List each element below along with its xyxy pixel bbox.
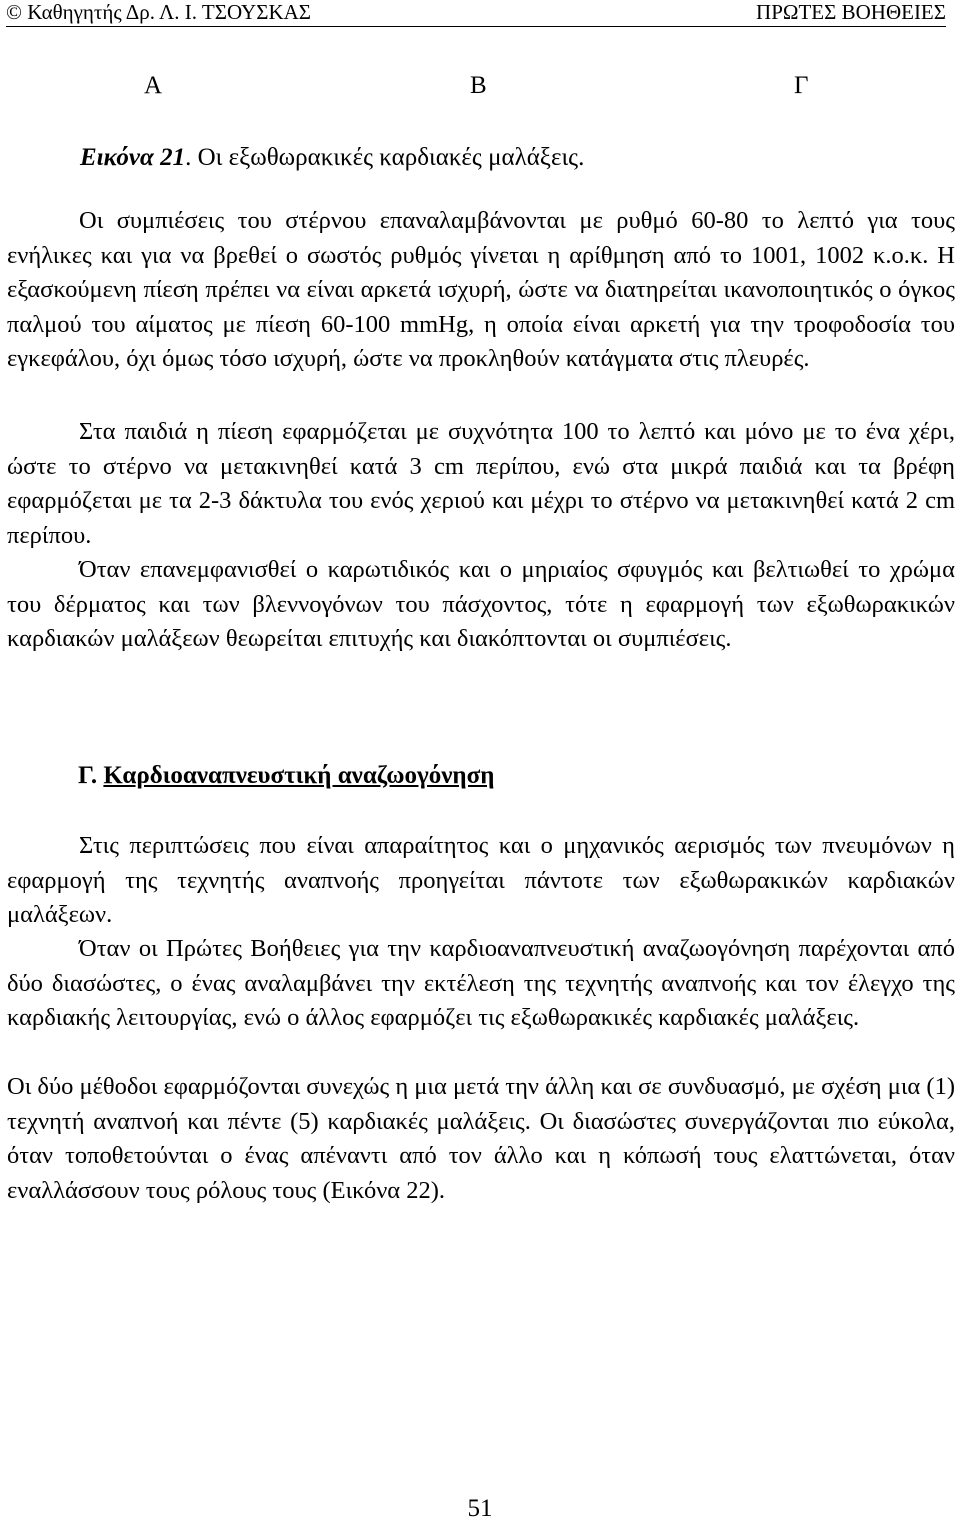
- page-number: 51: [467, 1495, 493, 1522]
- figure-caption-text: . Οι εξωθωρακικές καρδιακές μαλάξεις.: [185, 144, 585, 171]
- paragraph-block: [7, 932, 955, 1036]
- paragraph-block: [7, 829, 955, 933]
- paragraph: Στις περιπτώσεις που είναι απαραίτητος και ο μηχανικός αερισμός των πνευμόνων η εφαρμογή της τεχνητής αναπνοής προηγείται πάντοτε των εξωθωρακικών καρδιακών μαλάξεων.: [7, 832, 955, 929]
- section-number: Γ.: [78, 762, 98, 789]
- paragraph-block: [7, 1070, 955, 1208]
- figure-caption: [80, 142, 584, 174]
- paragraph: Οι συμπιέσεις του στέρνου επαναλαμβάνονται με ρυθμό 60-80 το λεπτό για τους ενήλικες και για να βρεθεί ο σωστός ρυθμός γίνεται η αρίθμηση από το 1001, 1002 κ.ο.κ. Η εξασκούμενη πίεση πρέπει να είναι αρκετά ισχυρή, ώστε να διατηρείται ικανοποιητικός ο όγκος παλμού του αίματος με πίεση 60-100 mmHg, η οποία είναι αρκετή για την τροφοδοσία του εγκεφάλου, όχι όμως τόσο ισχυρή, ώστε να προκληθούν κατάγματα στις πλευρές.: [7, 207, 955, 373]
- paragraph: Όταν οι Πρώτες Βοήθειες για την καρδιοαναπνευστική αναζωογόνηση παρέχονται από δύο διασώστες, ο ένας αναλαμβάνει την εκτέλεση της τεχνητής αναπνοής και τον έλεγχο της καρδιακής λειτουργίας, ενώ ο άλλος εφαρμόζει τις εξωθωρακικές καρδιακές μαλάξεις.: [7, 935, 955, 1032]
- page-header: [6, 0, 946, 27]
- paragraph-block: [7, 415, 955, 553]
- paragraph-block: [7, 204, 955, 377]
- figure-label-b: Β: [470, 72, 487, 99]
- paragraph: Οι δύο μέθοδοι εφαρμόζονται συνεχώς η μια μετά την άλλη και σε συνδυασμό, με σχέση μια (1) τεχνητή αναπνοή και πέντε (5) καρδιακές μαλάξεις. Οι διασώστες συνεργάζονται πιο εύκολα, όταν τοποθετούνται ο ένας απέναντι από τον άλλο και η κόπωσή τους ελαττώνεται, όταν εναλλάσσουν τους ρόλους τους (Εικόνα 22).: [7, 1073, 955, 1204]
- paragraph: Στα παιδιά η πίεση εφαρμόζεται με συχνότητα 100 το λεπτό και μόνο με το ένα χέρι, ώστε το στέρνο να μετακινηθεί κατά 3 cm περίπου, ενώ στα μικρά παιδιά και τα βρέφη εφαρμόζεται με τα 2-3 δάκτυλα του ενός χεριού και μέχρι το στέρνο να μετακινηθεί κατά 2 cm περίπου.: [7, 418, 955, 549]
- paragraph-block: [7, 553, 955, 657]
- header-author: © Καθηγητής Δρ. Λ. Ι. ΤΣΟΥΣΚΑΣ: [6, 0, 312, 24]
- figure-label-c: Γ: [794, 72, 809, 99]
- section-title: Καρδιοαναπνευστική αναζωογόνηση: [103, 762, 495, 789]
- section-heading: [78, 760, 494, 792]
- figure-labels: [0, 72, 960, 104]
- figure-caption-label: Εικόνα 21: [80, 144, 186, 171]
- paragraph: Όταν επανεμφανισθεί ο καρωτιδικός και ο μηριαίος σφυγμός και βελτιωθεί το χρώμα του δέρματος και των βλεννογόνων του πάσχοντος, τότε η εφαρμογή των εξωθωρακικών καρδιακών μαλάξεων θεωρείται επιτυχής και διακόπτονται οι συμπιέσεις.: [7, 556, 955, 653]
- header-title: ΠΡΩΤΕΣ ΒΟΗΘΕΙΕΣ: [756, 0, 946, 24]
- figure-label-a: Α: [144, 72, 163, 99]
